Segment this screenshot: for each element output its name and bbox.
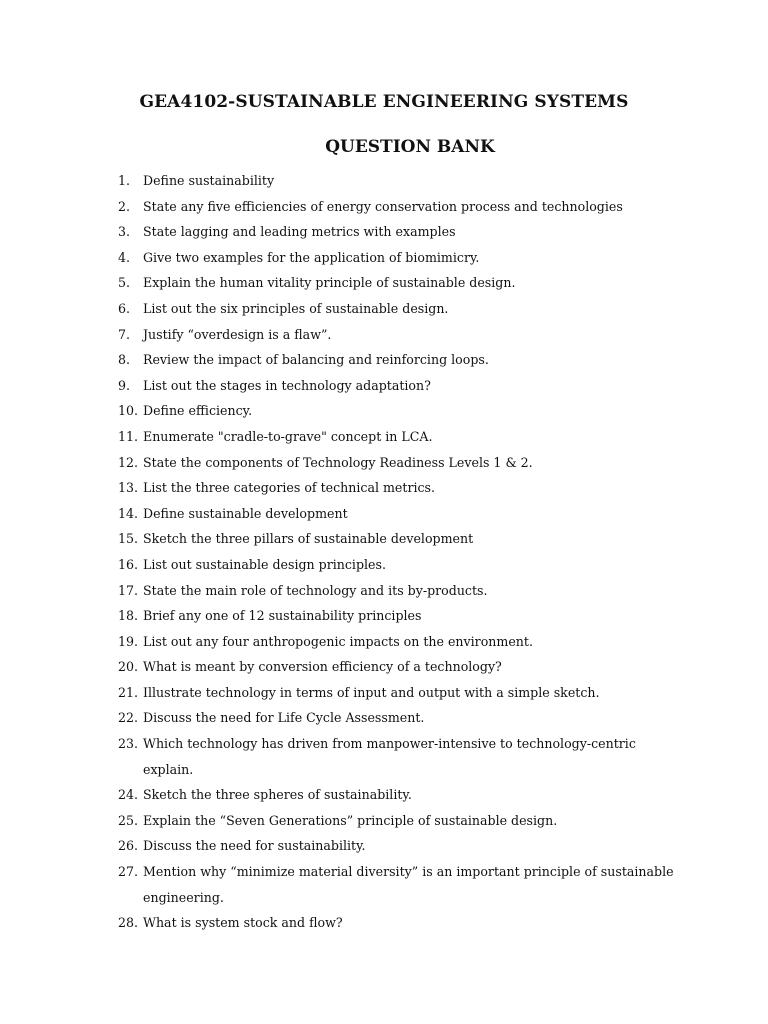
question-number: 5. xyxy=(118,275,131,291)
question-item xyxy=(118,859,678,910)
question-item xyxy=(118,501,678,527)
question-number: 4. xyxy=(118,249,131,265)
question-number: 21. xyxy=(118,684,139,700)
question-item xyxy=(118,373,678,399)
question-number: 10. xyxy=(118,403,139,419)
question-number: 15. xyxy=(118,531,139,547)
question-item xyxy=(118,270,678,296)
question-text: State any five efficiencies of energy conservation process and technologies xyxy=(143,198,623,214)
question-number: 16. xyxy=(118,556,139,572)
question-text: List out the six principles of sustainable design. xyxy=(143,300,449,316)
question-item xyxy=(118,808,678,834)
question-number: 23. xyxy=(118,736,139,752)
question-item xyxy=(118,194,678,220)
question-item xyxy=(118,347,678,373)
question-number: 9. xyxy=(118,377,131,393)
question-item xyxy=(118,578,678,604)
question-item xyxy=(118,654,678,680)
question-text: Mention why “minimize material diversity” is an important principle of sustainable engineering. xyxy=(143,864,674,905)
question-number: 27. xyxy=(118,864,139,880)
question-list xyxy=(118,168,678,936)
question-text: Define sustainable development xyxy=(143,505,348,521)
question-text: List out the stages in technology adaptation? xyxy=(143,377,431,393)
question-number: 12. xyxy=(118,454,139,470)
question-item xyxy=(118,603,678,629)
question-number: 7. xyxy=(118,326,131,342)
question-number: 19. xyxy=(118,633,139,649)
question-item xyxy=(118,910,678,936)
question-number: 13. xyxy=(118,480,139,496)
question-number: 11. xyxy=(118,428,139,444)
question-number: 28. xyxy=(118,915,139,931)
question-item xyxy=(118,424,678,450)
question-number: 22. xyxy=(118,710,139,726)
question-number: 2. xyxy=(118,198,131,214)
question-item xyxy=(118,526,678,552)
question-text: Brief any one of 12 sustainability principles xyxy=(143,608,422,624)
question-number: 17. xyxy=(118,582,139,598)
question-item xyxy=(118,168,678,194)
question-item xyxy=(118,731,678,782)
question-number: 24. xyxy=(118,787,139,803)
question-item xyxy=(118,705,678,731)
question-text: Sketch the three spheres of sustainability. xyxy=(143,787,412,803)
question-number: 25. xyxy=(118,812,139,828)
question-text: Discuss the need for Life Cycle Assessment. xyxy=(143,710,425,726)
question-text: List out any four anthropogenic impacts on the environment. xyxy=(143,633,533,649)
question-text: Explain the human vitality principle of sustainable design. xyxy=(143,275,516,291)
question-number: 1. xyxy=(118,173,131,188)
question-text: Illustrate technology in terms of input and output with a simple sketch. xyxy=(143,684,600,700)
question-item xyxy=(118,450,678,476)
question-number: 3. xyxy=(118,224,131,240)
question-text: State the main role of technology and its by-products. xyxy=(143,582,488,598)
question-text: Sketch the three pillars of sustainable development xyxy=(143,531,474,547)
question-text: List the three categories of technical metrics. xyxy=(143,480,436,496)
question-item xyxy=(118,398,678,424)
question-item xyxy=(118,782,678,808)
document-subtitle: QUESTION BANK xyxy=(325,137,495,157)
question-item xyxy=(118,219,678,245)
question-text: Explain the “Seven Generations” principle of sustainable design. xyxy=(143,812,558,828)
question-text: Justify “overdesign is a flaw”. xyxy=(143,326,332,342)
question-item xyxy=(118,680,678,706)
question-text: Enumerate "cradle-to-grave" concept in LCA. xyxy=(143,428,433,444)
document-title: GEA4102-SUSTAINABLE ENGINEERING SYSTEMS xyxy=(139,92,629,112)
question-text: What is system stock and flow? xyxy=(143,915,343,931)
question-item xyxy=(118,322,678,348)
question-text: List out sustainable design principles. xyxy=(143,556,386,572)
question-number: 6. xyxy=(118,300,131,316)
question-text: Define efficiency. xyxy=(143,403,253,419)
question-number: 8. xyxy=(118,352,131,368)
question-item xyxy=(118,833,678,859)
question-item xyxy=(118,475,678,501)
question-text: Review the impact of balancing and reinforcing loops. xyxy=(143,352,489,368)
question-item xyxy=(118,296,678,322)
question-text: Define sustainability xyxy=(143,173,275,188)
question-text: Give two examples for the application of biomimicry. xyxy=(143,249,480,265)
question-number: 18. xyxy=(118,608,139,624)
question-text: Which technology has driven from manpower-intensive to technology-centric explain. xyxy=(143,736,636,777)
question-number: 26. xyxy=(118,838,139,854)
question-item xyxy=(118,629,678,655)
question-text: What is meant by conversion efficiency of a technology? xyxy=(143,659,502,675)
question-item xyxy=(118,245,678,271)
question-number: 14. xyxy=(118,505,139,521)
question-text: State lagging and leading metrics with examples xyxy=(143,224,456,240)
question-item xyxy=(118,552,678,578)
question-number: 20. xyxy=(118,659,139,675)
question-text: State the components of Technology Readiness Levels 1 & 2. xyxy=(143,454,533,470)
question-text: Discuss the need for sustainability. xyxy=(143,838,366,854)
